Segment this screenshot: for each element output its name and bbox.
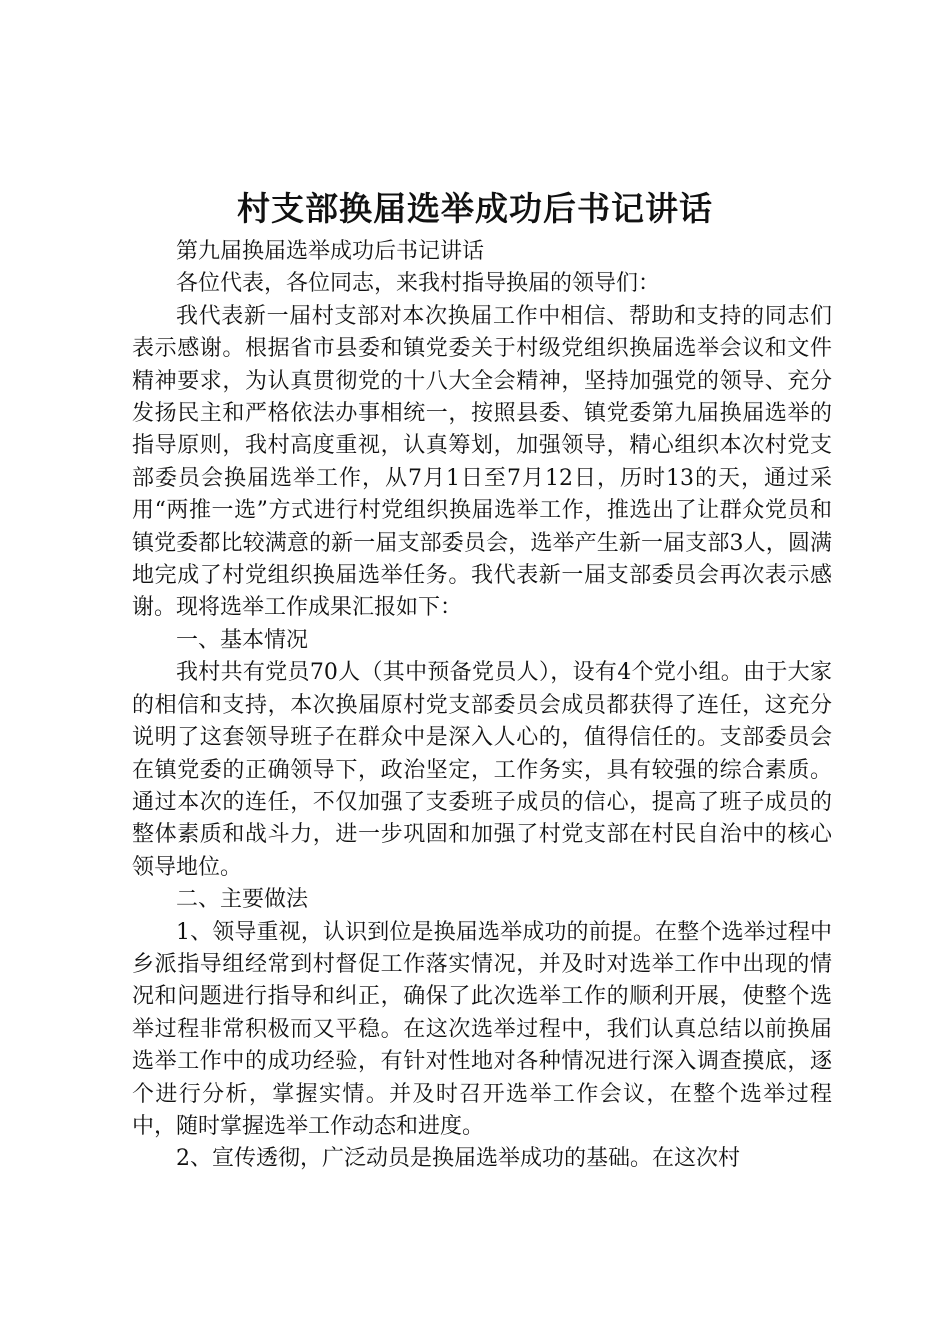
body-paragraph: 我代表新一届村支部对本次换届工作中相信、帮助和支持的同志们表示感谢。根据省市县委和镇党委关于村级党组织换届选举会议和文件精神要求，为认真贯彻党的十八大全会精神，坚持加强党的领导、充分发扬民主和严格依法办事相统一，按照县委、镇党委第九届换届选举的指导原则，我村高度重视，认真筹划，加强领导，精心组织本次村党支部委员会换届选举工作，从7月1日至7月12日，历时13的天，通过采用“两推一选”方式进行村党组织换届选举工作，推选出了让群众党员和镇党委都比较满意的新一届支部委员会，选举产生新一届支部3人，圆满地完成了村党组织换届选举任务。我代表新一届支部委员会再次表示感谢。现将选举工作成果汇报如下： <box>132 303 832 621</box>
body-paragraph: 1、领导重视，认识到位是换届选举成功的前提。在整个选举过程中乡派指导组经常到村督促工作落实情况，并及时对选举工作中出现的情况和问题进行指导和纠正，确保了此次选举工作的顺利开展，使整个选举过程非常积极而又平稳。在这次选举过程中，我们认真总结以前换届选举工作中的成功经验，有针对性地对各种情况进行深入调查摸底，逐个进行分析，掌握实情。并及时召开选举工作会议，在整个选举过程中，随时掌握选举工作动态和进度。 <box>132 919 832 1139</box>
salutation-paragraph: 各位代表，各位同志，来我村指导换届的领导们： <box>176 271 661 297</box>
document-title: 村支部换届选举成功后书记讲话 <box>237 189 713 228</box>
section-heading: 二、主要做法 <box>176 887 309 913</box>
body-paragraph: 我村共有党员70人（其中预备党员人），设有4个党小组。由于大家的相信和支持，本次换届原村党支部委员会成员都获得了连任，这充分说明了这套领导班子在群众中是深入人心的，值得信任的。支部委员会在镇党委的正确领导下，政治坚定，工作务实，具有较强的综合素质。通过本次的连任，不仅加强了支委班子成员的信心，提高了班子成员的整体素质和战斗力，进一步巩固和加强了村党支部在村民自治中的核心领导地位。 <box>132 660 832 880</box>
section-heading: 一、基本情况 <box>176 627 309 653</box>
subtitle-paragraph: 第九届换届选举成功后书记讲话 <box>176 239 485 264</box>
document-body <box>132 236 832 1176</box>
body-paragraph: 2、宣传透彻，广泛动员是换届选举成功的基础。在这次村 <box>176 1146 740 1172</box>
